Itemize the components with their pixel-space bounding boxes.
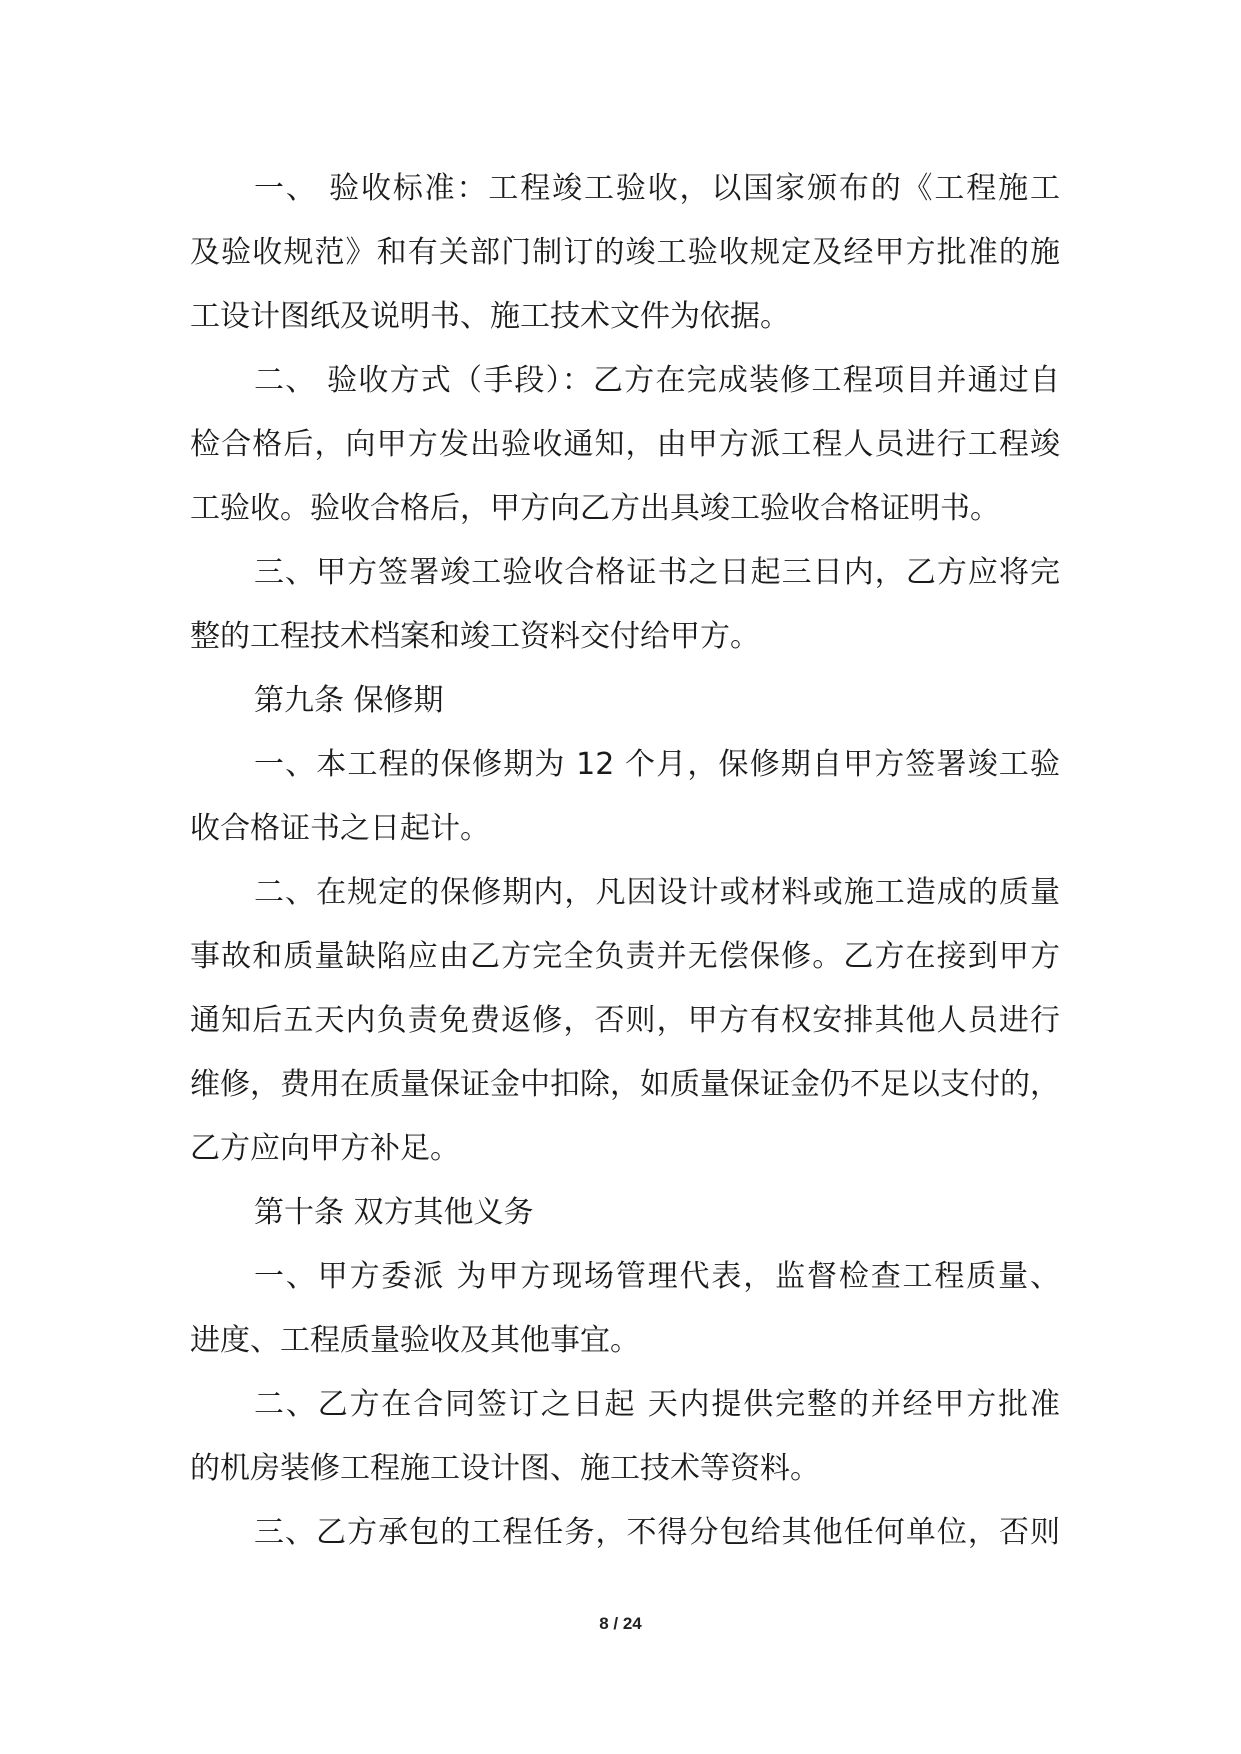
paragraph-handover-documents — [190, 541, 1060, 669]
section-heading: 第九条 保修期 — [254, 683, 444, 718]
text-line: 整的工程技术档案和竣工资料交付给甲方。 — [190, 619, 760, 654]
text-line: 三、甲方签署竣工验收合格证书之日起三日内，乙方应将完 — [254, 555, 1060, 590]
text-line: 二、在规定的保修期内，凡因设计或材料或施工造成的质量 — [254, 875, 1060, 910]
paragraph-warranty-responsibility — [190, 861, 1060, 1181]
paragraph-warranty-period — [190, 733, 1060, 861]
text-line: 一、 验收标准：工程竣工验收，以国家颁布的《工程施工 — [254, 171, 1060, 206]
text-line: 三、乙方承包的工程任务，不得分包给其他任何单位，否则 — [254, 1515, 1060, 1550]
text-line: 事故和质量缺陷应由乙方完全负责并无偿保修。乙方在接到甲方 — [190, 939, 1060, 974]
paragraph-no-subcontracting — [190, 1501, 1060, 1565]
paragraph-acceptance-standard — [190, 157, 1060, 349]
section-heading: 第十条 双方其他义务 — [254, 1195, 534, 1230]
text-line: 工验收。验收合格后，甲方向乙方出具竣工验收合格证明书。 — [190, 491, 1000, 526]
article-9-heading — [190, 669, 1060, 733]
text-line: 收合格证书之日起计。 — [190, 811, 490, 846]
text-line: 一、本工程的保修期为 12 个月，保修期自甲方签署竣工验 — [254, 747, 1060, 782]
text-line: 一、甲方委派 为甲方现场管理代表，监督检查工程质量、 — [254, 1259, 1060, 1294]
paragraph-design-documents — [190, 1373, 1060, 1501]
paragraph-party-a-representative — [190, 1245, 1060, 1373]
paragraph-acceptance-method — [190, 349, 1060, 541]
text-line: 及验收规范》和有关部门制订的竣工验收规定及经甲方批准的施 — [190, 235, 1060, 270]
text-line: 二、乙方在合同签订之日起 天内提供完整的并经甲方批准 — [254, 1387, 1060, 1422]
text-line: 维修，费用在质量保证金中扣除，如质量保证金仍不足以支付的， — [190, 1067, 1060, 1102]
text-line: 检合格后，向甲方发出验收通知，由甲方派工程人员进行工程竣 — [190, 427, 1060, 462]
text-line: 二、 验收方式（手段）：乙方在完成装修工程项目并通过自 — [254, 363, 1060, 398]
page-number: 8 / 24 — [599, 1614, 642, 1633]
article-10-heading — [190, 1181, 1060, 1245]
text-line: 进度、工程质量验收及其他事宜。 — [190, 1323, 640, 1358]
text-line: 工设计图纸及说明书、施工技术文件为依据。 — [190, 299, 790, 334]
text-line: 乙方应向甲方补足。 — [190, 1131, 460, 1166]
document-body — [190, 157, 1060, 1565]
text-line: 通知后五天内负责免费返修，否则，甲方有权安排其他人员进行 — [190, 1003, 1060, 1038]
text-line: 的机房装修工程施工设计图、施工技术等资料。 — [190, 1451, 820, 1486]
